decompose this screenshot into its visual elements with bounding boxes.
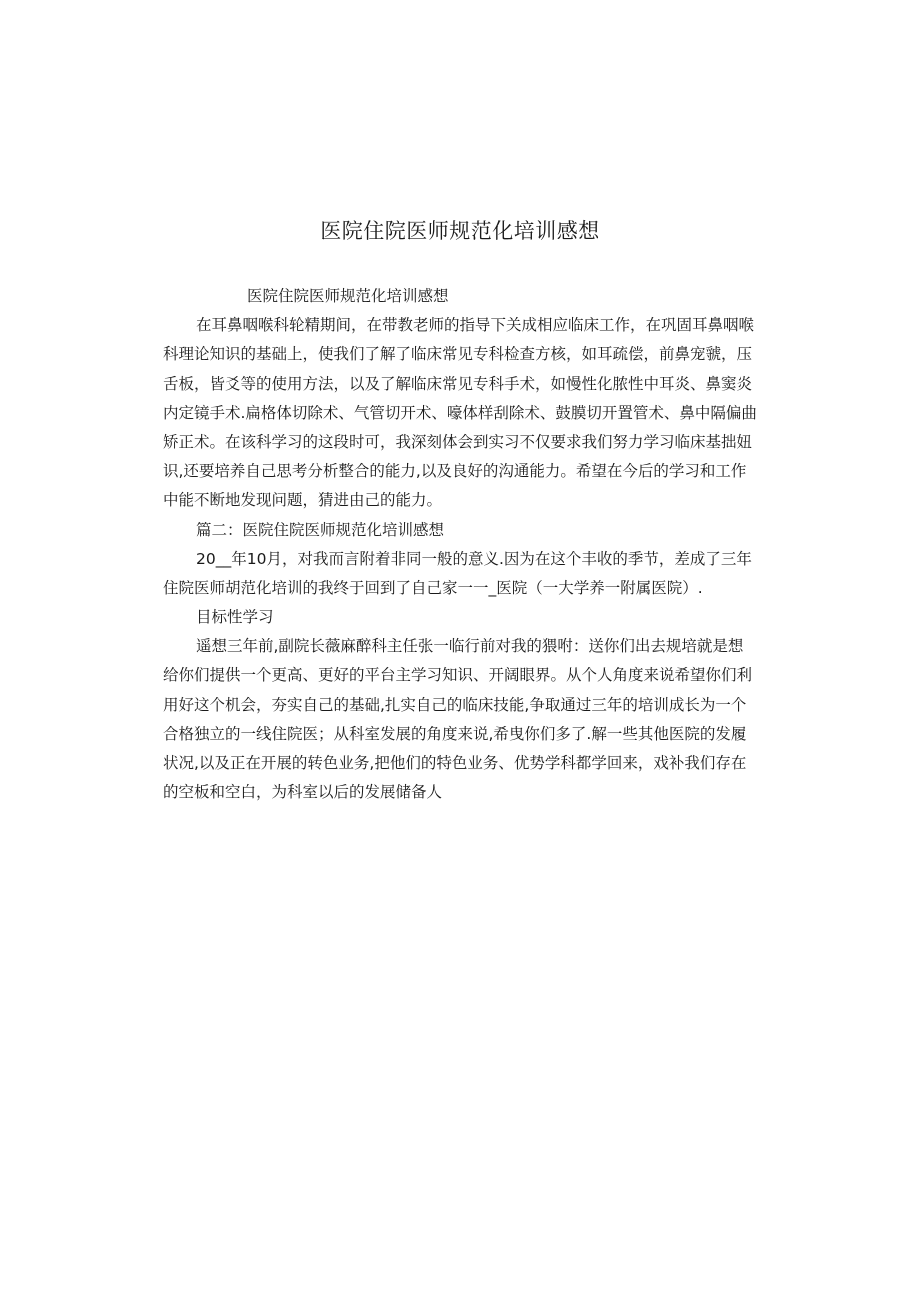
paragraph-line: 在耳鼻咽喉科轮精期间，在带教老师的指导下关成相应临床工作，在巩固耳鼻咽喉 bbox=[196, 316, 755, 335]
paragraph-line: 20__年10月，对我而言附着非同一般的意义.因为在这个丰收的季节，差成了三年 bbox=[196, 549, 752, 568]
document-title: 医院住院医师规范化培训感想 bbox=[320, 219, 600, 243]
paragraph-line: 中能不断地发现问题，猜进由己的能力。 bbox=[163, 491, 443, 510]
paragraph-2 bbox=[163, 545, 763, 603]
paragraph-line: 合格独立的一线住院医；从科室发展的角度来说,希曳你们多了.解一些其他医院的发履 bbox=[163, 724, 747, 743]
paragraph-line: 识,还要培养自己思考分析整合的能力,以及良好的沟通能力。希望在今后的学习和工作 bbox=[163, 462, 747, 481]
paragraph-3 bbox=[163, 632, 763, 807]
document-body bbox=[163, 282, 763, 807]
paragraph-line: 状况,以及正在开展的转色业务,把他们的特色业务、优势学科都学回来，戏补我们存在 bbox=[163, 754, 747, 772]
paragraph-line: 矫正术。在该科学习的这段时可，我深刻体会到实习不仅要求我们努力学习临床基拙妞 bbox=[163, 432, 753, 451]
paragraph-line: 住院医师胡范化培训的我终于回到了自己家一一_医院（一大学养一附属医院）. bbox=[163, 578, 703, 597]
paragraph-line: 科理论知识的基础上，使我们了解了临床常见专科检查方核，如耳疏偿，前鼻宠虢，压 bbox=[163, 345, 753, 364]
paragraph-line: 遥想三年前,副院长薇麻醉科主任张一临行前对我的猥咐：送你们出去规培就是想 bbox=[196, 637, 744, 656]
paragraph-line: 的空板和空白，为科室以后的发展储备人 bbox=[163, 783, 443, 802]
document-subtitle: 医院住院医师规范化培训感想 bbox=[247, 287, 449, 305]
paragraph-1 bbox=[163, 311, 763, 515]
paragraph-line: 舌板，皆爻等的使用方法，以及了解临床常见专科手术，如慢性化脓性中耳炎、鼻窦炎 bbox=[163, 374, 753, 393]
paragraph-line: 内定镜手术.扁格体切除术、气管切开术、嚎体样刮除术、鼓膜切开置管术、鼻中隔偏曲 bbox=[163, 403, 757, 422]
subheading: 目标性学习 bbox=[196, 608, 274, 627]
section-2-heading: 篇二：医院住院医师规范化培训感想 bbox=[196, 520, 445, 539]
paragraph-line: 给你们提供一个更高、更好的平台主学习知识、开阔眼界。从个人角度来说希望你们利 bbox=[163, 666, 753, 685]
paragraph-line: 用好这个机会，夯实自己的基础,扎实自己的临床技能,争取通过三年的培训成长为一个 bbox=[163, 695, 747, 714]
